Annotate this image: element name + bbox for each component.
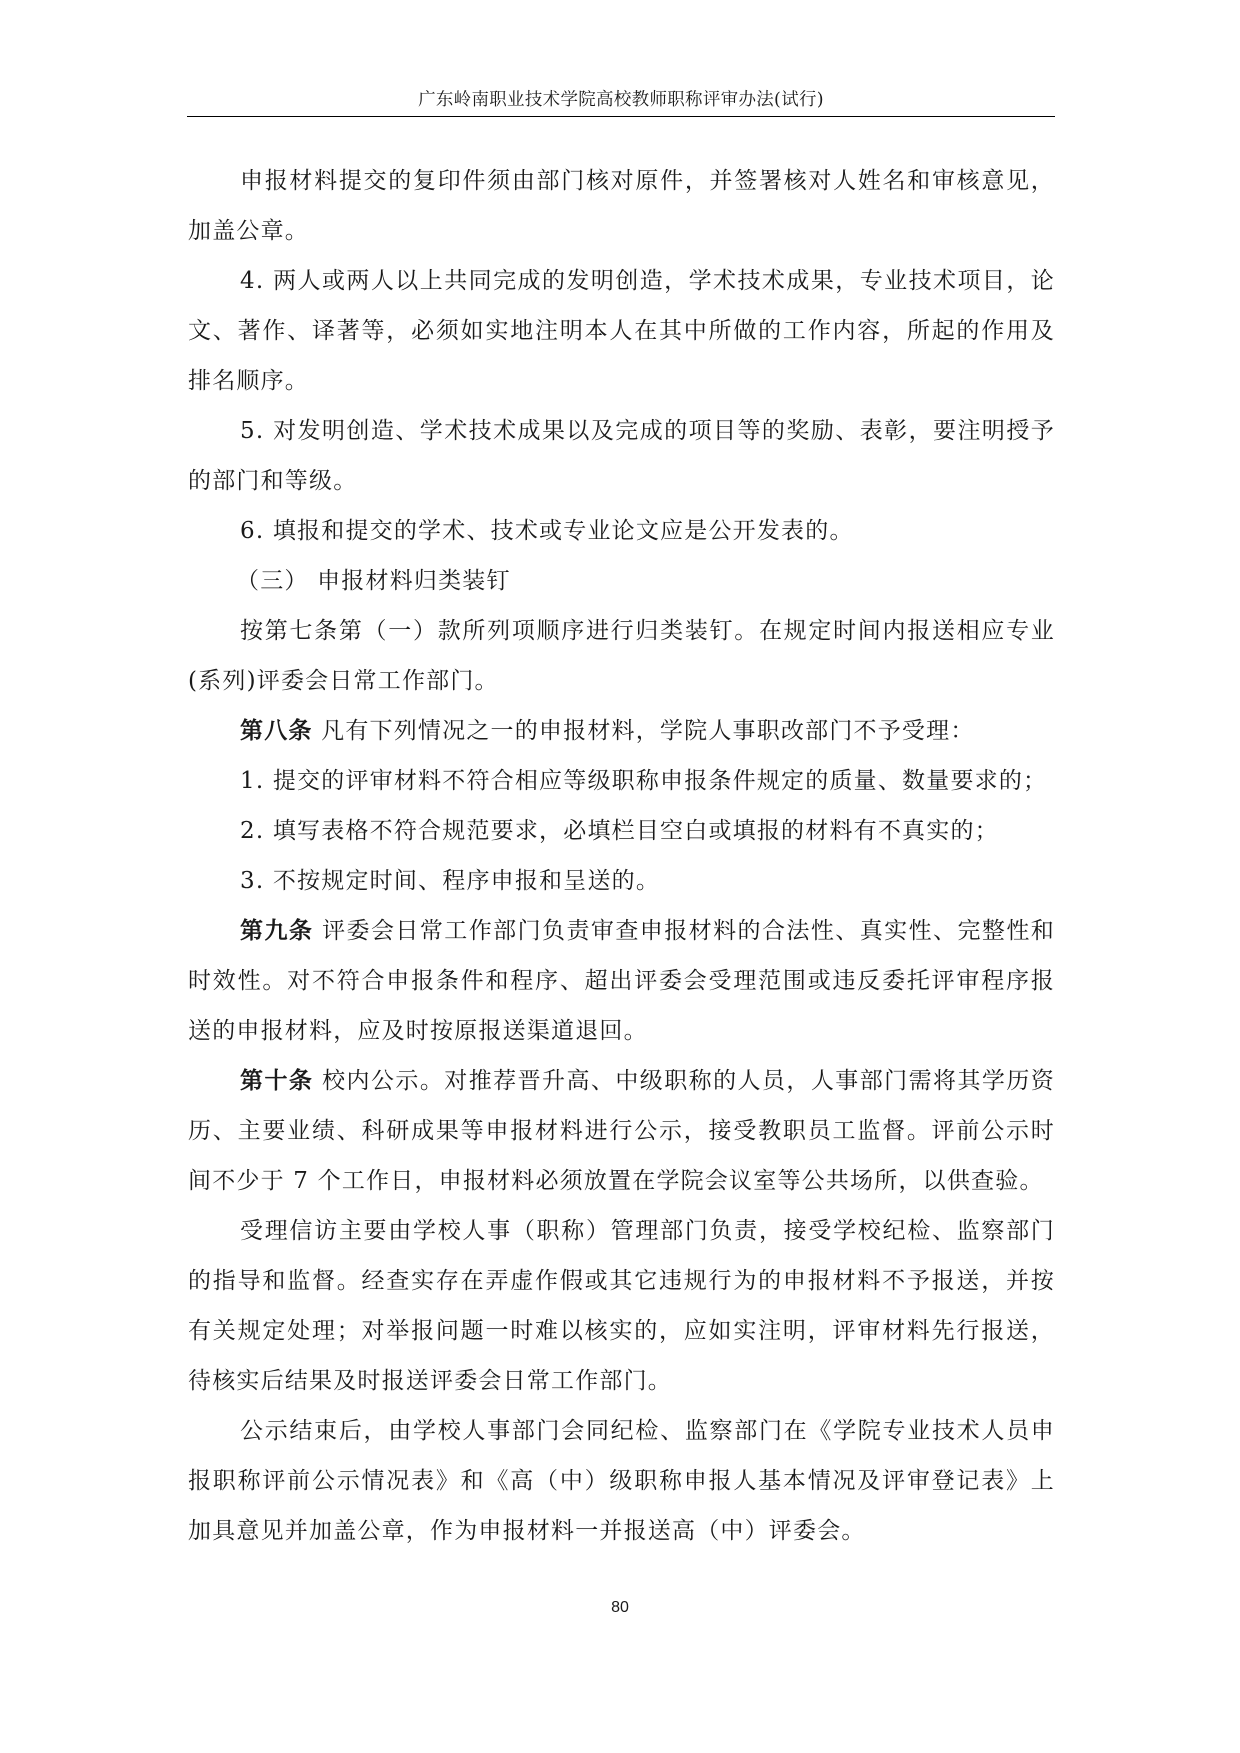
paragraph-petition-handling: 受理信访主要由学校人事（职称）管理部门负责，接受学校纪检、监察部门的指导和监督。经查实存在弄虚作假或其它违规行为的申报材料不予报送，并按有关规定处理；对举报问题一时难以核实的，应如实注明，评审材料先行报送，待核实后结果及时报送评委会日常工作部门。: [188, 1218, 1055, 1394]
paragraph-copy-verification: 申报材料提交的复印件须由部门核对原件，并签署核对人姓名和审核意见，加盖公章。: [188, 168, 1055, 244]
header-title: 广东岭南职业技术学院高校教师职称评审办法(试行): [418, 90, 824, 110]
paragraph-after-publicity: 公示结束后，由学校人事部门会同纪检、监察部门在《学院专业技术人员申报职称评前公示情况表》和《高（中）级职称申报人基本情况及评审登记表》上加具意见并加盖公章，作为申报材料一并报送高（中）评委会。: [188, 1418, 1055, 1544]
article-8-item-1: 1. 提交的评审材料不符合相应等级职称申报条件规定的质量、数量要求的；: [240, 768, 1048, 794]
article-10-label: 第十条: [240, 1067, 314, 1094]
article-8-item-3: 3. 不按规定时间、程序申报和呈送的。: [240, 868, 661, 894]
article-9-text: 评委会日常工作部门负责审查申报材料的合法性、真实性、完整性和时效性。对不符合申报条件和程序、超出评委会受理范围或违反委托评审程序报送的申报材料，应及时按原报送渠道退回。: [188, 918, 1055, 1044]
paragraph-binding-order: 按第七条第（一）款所列项顺序进行归类装钉。在规定时间内报送相应专业(系列)评委会日常工作部门。: [188, 618, 1055, 694]
article-8: [188, 706, 1055, 756]
paragraph-item-4: 4. 两人或两人以上共同完成的发明创造，学术技术成果，专业技术项目，论文、著作、译著等，必须如实地注明本人在其中所做的工作内容，所起的作用及排名顺序。: [188, 268, 1055, 394]
article-9-label: 第九条: [240, 917, 314, 944]
paragraph-item-6: 6. 填报和提交的学术、技术或专业论文应是公开发表的。: [240, 518, 854, 544]
article-10-text: 校内公示。对推荐晋升高、中级职称的人员，人事部门需将其学历资历、主要业绩、科研成果等申报材料进行公示，接受教职员工监督。评前公示时间不少于 7 个工作日，申报材料必须放置在学院会议室等公共场所，以供查验。: [188, 1068, 1055, 1194]
article-8-item-2: 2. 填写表格不符合规范要求，必填栏目空白或填报的材料有不真实的；: [240, 818, 999, 844]
article-8-text: 凡有下列情况之一的申报材料，学院人事职改部门不予受理：: [312, 718, 975, 744]
article-8-label: 第八条: [240, 717, 313, 744]
page-header: [187, 86, 1055, 117]
page-number: 80: [611, 1599, 629, 1616]
paragraph-item-5: 5. 对发明创造、学术技术成果以及完成的项目等的奖励、表彰，要注明授予的部门和等级。: [188, 418, 1055, 494]
article-10: [188, 1056, 1055, 1206]
document-body: [188, 156, 1055, 1556]
article-9: [188, 906, 1055, 1056]
section-heading-binding: （三） 申报材料归类装钉: [236, 568, 511, 594]
